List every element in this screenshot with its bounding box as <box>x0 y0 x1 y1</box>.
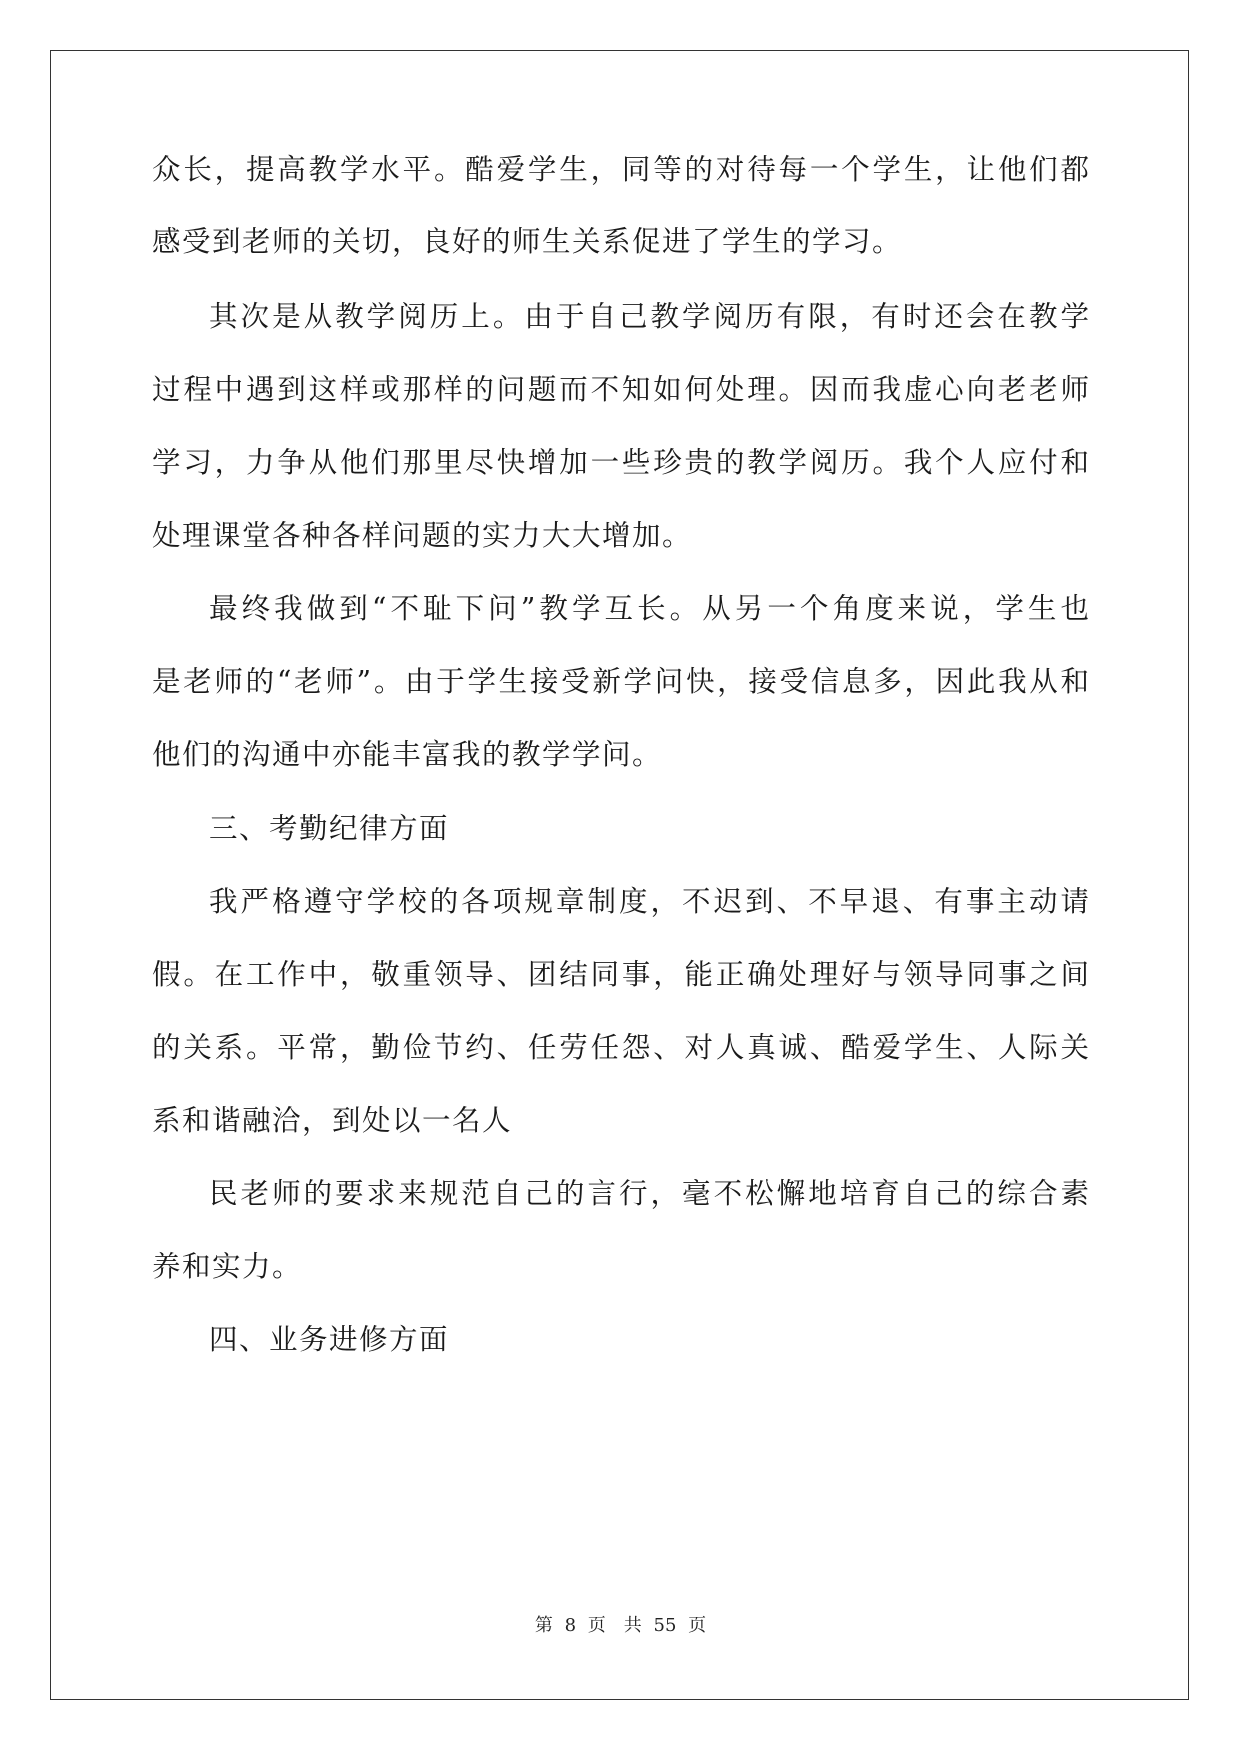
text-line: 的关系。平常，勤俭节约、任劳任怨、对人真诚、酷爱学生、人际关 <box>152 1031 1089 1064</box>
text-line: 处理课堂各种各样问题的实力大大增加。 <box>152 519 693 552</box>
page-number: 第 8 页 共 55 页 <box>534 1615 707 1636</box>
text-line: 学习，力争从他们那里尽快增加一些珍贵的教学阅历。我个人应付和 <box>152 446 1089 479</box>
text-line: 假。在工作中，敬重领导、团结同事，能正确处理好与领导同事之间 <box>152 958 1089 991</box>
section-heading: 三、考勤纪律方面 <box>209 812 450 845</box>
text-line: 众长，提高教学水平。酷爱学生，同等的对待每一个学生，让他们都 <box>152 153 1089 186</box>
text-line: 其次是从教学阅历上。由于自己教学阅历有限，有时还会在教学 <box>209 300 1089 333</box>
section-heading: 四、业务进修方面 <box>209 1323 450 1356</box>
text-line: 民老师的要求来规范自己的言行，毫不松懈地培育自己的综合素 <box>209 1177 1089 1210</box>
text-line: 最终我做到“不耻下问”教学互长。从另一个角度来说，学生也 <box>209 592 1089 625</box>
text-line: 养和实力。 <box>152 1250 303 1283</box>
text-line: 是老师的“老师”。由于学生接受新学问快，接受信息多，因此我从和 <box>152 665 1089 698</box>
text-line: 过程中遇到这样或那样的问题而不知如何处理。因而我虚心向老老师 <box>152 373 1089 406</box>
text-line: 我严格遵守学校的各项规章制度，不迟到、不早退、有事主动请 <box>209 885 1089 918</box>
text-line: 系和谐融洽，到处以一名人 <box>152 1104 513 1137</box>
text-line: 他们的沟通中亦能丰富我的教学学问。 <box>152 738 663 771</box>
text-line: 感受到老师的关切，良好的师生关系促进了学生的学习。 <box>152 225 903 258</box>
